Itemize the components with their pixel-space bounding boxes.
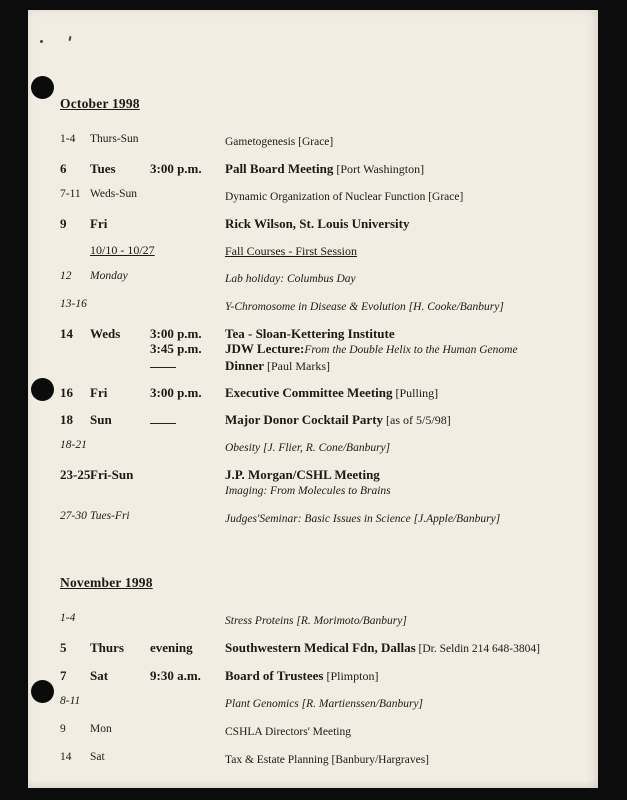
time-cell xyxy=(150,640,225,655)
time-line xyxy=(150,356,225,371)
date-cell: 23-25 xyxy=(60,467,91,482)
desc-text: Judges'Seminar: Basic Issues in Science [J.Apple/Banbury] xyxy=(225,513,501,525)
desc-cell xyxy=(225,270,580,287)
desc-text: Dinner xyxy=(225,358,264,373)
desc-cell xyxy=(225,668,580,684)
desc-cell xyxy=(225,216,580,231)
desc-text: Rick Wilson, St. Louis University xyxy=(225,216,410,231)
schedule-row xyxy=(60,161,580,177)
schedule-row xyxy=(60,243,580,259)
day-cell: Fri-Sun xyxy=(90,467,134,482)
day-cell: Monday xyxy=(90,270,128,282)
date-cell: 1-4 xyxy=(60,612,76,624)
day-cell: Thurs-Sun xyxy=(90,133,139,145)
desc-text: JDW Lecture: xyxy=(225,341,305,356)
date-cell: 1-4 xyxy=(60,133,76,145)
desc-cell xyxy=(225,326,580,374)
desc-text: Y-Chromosome in Disease & Evolution [H. Cooke/Banbury] xyxy=(225,301,504,313)
day-cell: Sun xyxy=(90,412,112,427)
desc-line xyxy=(225,298,580,315)
desc-line xyxy=(225,510,580,527)
date-cell: 16 xyxy=(60,385,73,400)
desc-line xyxy=(225,482,580,499)
date-cell: 8-11 xyxy=(60,695,81,707)
desc-cell xyxy=(225,385,580,401)
schedule-row xyxy=(60,133,580,150)
desc-line xyxy=(225,612,580,629)
desc-text: Tax & Estate Planning [Banbury/Hargraves] xyxy=(225,754,430,766)
day-cell: Tues xyxy=(90,161,116,176)
time-line: 3:00 p.m. xyxy=(150,161,202,176)
schedule-section xyxy=(60,96,580,527)
blank-line xyxy=(150,358,176,368)
desc-cell xyxy=(225,161,580,177)
desc-cell xyxy=(225,751,580,768)
time-line: 3:00 p.m. xyxy=(150,326,202,341)
date-cell: 13-16 xyxy=(60,298,87,310)
schedule-row xyxy=(60,298,580,315)
day-cell: Tues-Fri xyxy=(90,510,130,522)
desc-text: Tea - Sloan-Kettering Institute xyxy=(225,326,395,341)
desc-cell xyxy=(225,695,580,712)
desc-line xyxy=(225,668,580,684)
schedule-row xyxy=(60,612,580,629)
time-cell xyxy=(150,412,225,427)
desc-cell xyxy=(225,133,580,150)
desc-text: Imaging: From Molecules to Brains xyxy=(225,485,391,497)
scanned-paper-page xyxy=(28,10,598,788)
desc-text: J.P. Morgan/CSHL Meeting xyxy=(225,467,380,482)
desc-text: Plant Genomics [R. Martienssen/Banbury] xyxy=(225,698,424,710)
desc-cell xyxy=(225,439,580,456)
day-cell: Sat xyxy=(90,668,109,683)
date-cell: 18-21 xyxy=(60,439,87,451)
desc-text: Lab holiday: Columbus Day xyxy=(225,273,356,285)
desc-text: From the Double Helix to the Human Genome xyxy=(304,344,518,356)
desc-cell xyxy=(225,723,580,740)
desc-line xyxy=(225,751,580,768)
desc-line xyxy=(225,341,580,358)
schedule-row xyxy=(60,668,580,684)
day-cell: Mon xyxy=(90,723,112,735)
schedule-row xyxy=(60,695,580,712)
time-cell xyxy=(150,385,225,400)
schedule-row xyxy=(60,723,580,740)
date-cell: 9 xyxy=(60,216,67,231)
day-cell: Weds-Sun xyxy=(90,188,137,200)
date-cell: 12 xyxy=(60,270,72,282)
desc-text: Stress Proteins [R. Morimoto/Banbury] xyxy=(225,615,407,627)
desc-text: [Port Washington] xyxy=(333,162,425,176)
desc-line xyxy=(225,216,580,231)
section-title: November 1998 xyxy=(60,575,153,590)
schedule-row xyxy=(60,326,580,374)
schedule-row xyxy=(60,510,580,527)
desc-line xyxy=(225,243,580,259)
date-cell: 18 xyxy=(60,412,73,427)
time-line: 3:45 p.m. xyxy=(150,341,202,356)
schedule-row xyxy=(60,385,580,401)
desc-line xyxy=(225,358,580,374)
desc-line xyxy=(225,640,580,657)
schedule-row xyxy=(60,640,580,657)
day-cell: 10/10 - 10/27 xyxy=(90,243,155,257)
time-cell xyxy=(150,326,225,371)
desc-text: Southwestern Medical Fdn, Dallas xyxy=(225,640,416,655)
desc-text: Executive Committee Meeting xyxy=(225,385,393,400)
desc-text: [Dr. Seldin 214 648-3804] xyxy=(415,643,540,655)
sections xyxy=(60,96,580,768)
desc-text: [Paul Marks] xyxy=(264,359,330,373)
day-cell: Weds xyxy=(90,326,121,341)
schedule-row xyxy=(60,412,580,428)
desc-line xyxy=(225,439,580,456)
time-line: 9:30 a.m. xyxy=(150,668,201,683)
desc-line xyxy=(225,161,580,177)
calendar-content xyxy=(28,10,598,779)
time-line: evening xyxy=(150,640,193,655)
time-line xyxy=(150,412,225,427)
date-cell: 14 xyxy=(60,751,72,763)
schedule-row xyxy=(60,751,580,768)
desc-cell xyxy=(225,243,580,259)
date-cell: 6 xyxy=(60,161,67,176)
desc-text: Fall Courses - First Session xyxy=(225,244,358,258)
desc-cell xyxy=(225,412,580,428)
date-cell: 27-30 xyxy=(60,510,87,522)
desc-text: Dynamic Organization of Nuclear Function [Grace] xyxy=(225,191,464,203)
schedule-row xyxy=(60,270,580,287)
schedule-row xyxy=(60,216,580,232)
desc-line xyxy=(225,467,580,482)
desc-text: Gametogenesis [Grace] xyxy=(225,136,334,148)
date-cell: 5 xyxy=(60,640,67,655)
time-cell xyxy=(150,161,225,176)
desc-line xyxy=(225,270,580,287)
desc-line xyxy=(225,385,580,401)
desc-cell xyxy=(225,467,580,499)
desc-text: Major Donor Cocktail Party xyxy=(225,412,384,427)
schedule-row xyxy=(60,467,580,499)
day-cell: Thurs xyxy=(90,640,124,655)
desc-text: [Plimpton] xyxy=(323,669,379,683)
schedule-section xyxy=(60,575,580,768)
desc-text: CSHLA Directors' Meeting xyxy=(225,726,352,738)
date-cell: 7-11 xyxy=(60,188,81,200)
date-cell: 14 xyxy=(60,326,73,341)
desc-text: Board of Trustees xyxy=(225,668,324,683)
day-cell: Sat xyxy=(90,751,105,763)
blank-line xyxy=(150,414,176,424)
desc-text: Obesity [J. Flier, R. Cone/Banbury] xyxy=(225,442,391,454)
desc-text: [Pulling] xyxy=(392,386,439,400)
schedule-row xyxy=(60,439,580,456)
desc-line xyxy=(225,188,580,205)
time-line: 3:00 p.m. xyxy=(150,385,202,400)
desc-line xyxy=(225,723,580,740)
section-title: October 1998 xyxy=(60,96,140,111)
desc-cell xyxy=(225,612,580,629)
desc-cell xyxy=(225,188,580,205)
schedule-row xyxy=(60,188,580,205)
date-cell: 9 xyxy=(60,723,66,735)
desc-line xyxy=(225,326,580,341)
day-cell: Fri xyxy=(90,216,108,231)
desc-text: [as of 5/5/98] xyxy=(383,413,451,427)
desc-text: Pall Board Meeting xyxy=(225,161,334,176)
desc-cell xyxy=(225,640,580,657)
time-cell xyxy=(150,668,225,683)
desc-line xyxy=(225,133,580,150)
desc-line xyxy=(225,412,580,428)
date-cell: 7 xyxy=(60,668,67,683)
desc-cell xyxy=(225,298,580,315)
desc-line xyxy=(225,695,580,712)
desc-cell xyxy=(225,510,580,527)
day-cell: Fri xyxy=(90,385,108,400)
